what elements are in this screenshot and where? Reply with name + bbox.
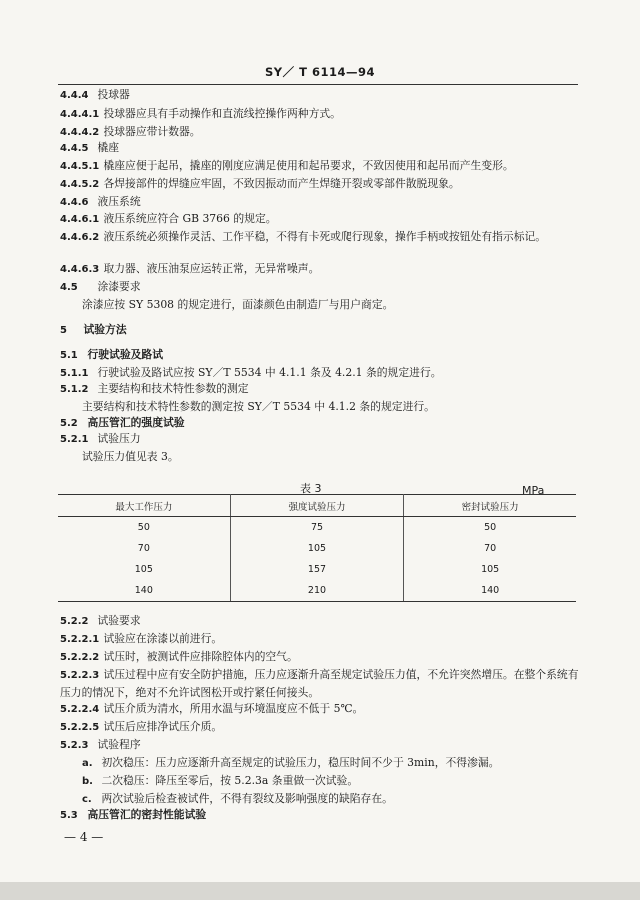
- table-cell: 70: [137, 543, 150, 554]
- clause-text: 投球器: [97, 88, 130, 101]
- table-unit: MPa: [522, 484, 545, 497]
- clause-number: 4.4.6: [60, 197, 89, 208]
- clause-text: 试验要求: [97, 614, 141, 627]
- clause-5-3: [60, 808, 582, 823]
- clause-5-2-2-4: [60, 702, 582, 717]
- step-text: 初次稳压：压力应逐渐升高至规定的试验压力，稳压时间不少于 3min，不得渗漏。: [101, 756, 500, 769]
- clause-text: 试压后应排净试压介质。: [103, 720, 223, 733]
- clause-number: 4.4.4.1: [60, 109, 100, 120]
- table-row: [58, 580, 576, 602]
- clause-text: 试验应在涂漆以前进行。: [103, 632, 223, 645]
- clause-4-4-6-3: [60, 262, 582, 277]
- table-cell: 105: [404, 559, 576, 580]
- clause-text: 主要结构和技术特性参数的测定: [97, 382, 249, 395]
- clause-4-5-body: [82, 298, 604, 312]
- paragraph-text: 试验压力值见表 3。: [82, 450, 179, 463]
- pressure-table: [58, 494, 576, 602]
- clause-text: 试压介质为清水，所用水温与环境温度应不低于 5℃。: [103, 702, 364, 715]
- table-cell: 140: [58, 580, 230, 602]
- clause-5-2-2-2: [60, 650, 582, 665]
- clause-number: 4.4.5: [60, 143, 89, 154]
- clause-number: 5.1: [60, 350, 78, 361]
- clause-text: 行驶试验及路试应按 SY／T 5534 中 4.1.1 条及 4.2.1 条的规定进行。: [97, 366, 442, 379]
- clause-4-4-5-1: [60, 159, 582, 174]
- table-cell: 105: [134, 564, 153, 575]
- clause-text: 液压系统必须操作灵活、工作平稳，不得有卡死或爬行现象，操作手柄或按钮处有指示标记。: [103, 230, 547, 243]
- clause-text: 橇座: [97, 141, 120, 154]
- clause-text: 取力器、液压油泵应运转正常，无异常噪声。: [103, 262, 320, 275]
- clause-5-2-2-5: [60, 720, 582, 735]
- clause-4-4-5: [60, 141, 582, 156]
- clause-number: 5.2.1: [60, 434, 89, 445]
- clause-text: 各焊接部件的焊缝应牢固，不致因振动而产生焊缝开裂或零部件散脱现象。: [103, 177, 460, 190]
- clause-number: 4.4.6.2: [60, 232, 100, 243]
- clause-number: 5.2.2: [60, 616, 89, 627]
- table-cell: 50: [404, 517, 576, 539]
- clause-number: 4.4.4.2: [60, 127, 100, 138]
- clause-5-2-2-3: [60, 666, 582, 701]
- page-number: — 4 —: [64, 830, 104, 844]
- clause-number: 5.1.2: [60, 384, 89, 395]
- table-cell: 75: [230, 517, 404, 539]
- table-row: [58, 559, 576, 580]
- clause-4-5: [60, 280, 582, 295]
- clause-text: 试验程序: [97, 738, 141, 751]
- step-text: 两次试验后检查被试件，不得有裂纹及影响强度的缺陷存在。: [101, 792, 393, 805]
- clause-4-4-4-1: [60, 107, 582, 122]
- clause-5-2-1-body: [82, 450, 604, 464]
- clause-text: 投球器应具有手动操作和直流线控操作两种方式。: [103, 107, 341, 120]
- paragraph-text: 主要结构和技术特性参数的测定按 SY／T 5534 中 4.1.2 条的规定进行。: [82, 400, 435, 413]
- clause-number: 5.3: [60, 810, 78, 821]
- section-5: [60, 323, 582, 338]
- clause-4-4-6-1: [60, 212, 582, 227]
- clause-title: 高压管汇的密封性能试验: [87, 808, 207, 821]
- clause-title: 高压管汇的强度试验: [87, 416, 185, 429]
- clause-number: 5.2: [60, 418, 78, 429]
- clause-5-2-1: [60, 432, 582, 447]
- scan-edge: [0, 882, 640, 900]
- table-caption: 表 3: [300, 482, 322, 495]
- table-row: [58, 517, 576, 539]
- clause-number: 5.2.2.2: [60, 652, 100, 663]
- clause-5-2-3: [60, 738, 582, 753]
- step-b: [82, 774, 604, 789]
- table-cell: 50: [137, 522, 150, 533]
- clause-number: 5.1.1: [60, 368, 89, 379]
- table-header-row: [58, 495, 576, 517]
- clause-5-1: [60, 348, 582, 363]
- table-cell: 105: [230, 538, 404, 559]
- clause-5-2: [60, 416, 582, 431]
- step-label: a.: [82, 758, 93, 769]
- clause-number: 5.2.2.3: [60, 670, 100, 681]
- clause-text: 试压过程中应有安全防护措施，压力应逐渐升高至规定试验压力值，不允许突然增压。在整个系统有压力的情况下，绝对不允许试图松开或拧紧任何接头。: [60, 668, 579, 699]
- paragraph-text: 涂漆应按 SY 5308 的规定进行，面漆颜色由制造厂与用户商定。: [82, 298, 394, 311]
- table-cell: 70: [404, 538, 576, 559]
- clause-number: 4.4.5.1: [60, 161, 100, 172]
- clause-4-4-4-2: [60, 125, 582, 140]
- clause-5-1-1: [60, 366, 582, 381]
- step-text: 二次稳压：降压至零后，按 5.2.3a 条重做一次试验。: [101, 774, 359, 787]
- clause-5-1-2-body: [82, 400, 604, 414]
- clause-text: 橇座应便于起吊，撬座的刚度应满足使用和起吊要求，不致因使用和起吊而产生变形。: [103, 159, 514, 172]
- clause-5-2-2-1: [60, 632, 582, 647]
- header-rule: [58, 84, 578, 85]
- clause-number: 4.4.6.1: [60, 214, 100, 225]
- column-header: 密封试验压力: [404, 495, 576, 517]
- clause-number: 5.2.2.5: [60, 722, 100, 733]
- table-cell: 157: [230, 559, 404, 580]
- table-cell: 210: [230, 580, 404, 602]
- step-label: b.: [82, 776, 93, 787]
- table-row: [58, 538, 576, 559]
- clause-number: 4.4.4: [60, 90, 89, 101]
- clause-text: 试压时，被测试件应排除腔体内的空气。: [103, 650, 298, 663]
- table-cell: 140: [404, 580, 576, 602]
- clause-text: 涂漆要求: [97, 280, 141, 293]
- step-c: [82, 792, 604, 807]
- clause-4-4-6-2: [60, 228, 582, 246]
- clause-title: 行驶试验及路试: [87, 348, 164, 361]
- clause-text: 液压系统应符合 GB 3766 的规定。: [103, 212, 277, 225]
- clause-number: 5.2.2.4: [60, 704, 100, 715]
- step-a: [82, 756, 604, 771]
- clause-number: 4.4.5.2: [60, 179, 100, 190]
- clause-text: 试验压力: [97, 432, 141, 445]
- clause-number: 4.5: [60, 282, 78, 293]
- clause-5-1-2: [60, 382, 582, 397]
- clause-4-4-4: [60, 88, 582, 103]
- column-header: 最大工作压力: [58, 495, 230, 517]
- step-label: c.: [82, 794, 92, 805]
- clause-number: 4.4.6.3: [60, 264, 100, 275]
- section-number: 5: [60, 325, 67, 336]
- column-header: 强度试验压力: [230, 495, 404, 517]
- clause-5-2-2: [60, 614, 582, 629]
- clause-text: 液压系统: [97, 195, 141, 208]
- standard-code-header: SY／ T 6114—94: [265, 65, 375, 79]
- clause-number: 5.2.2.1: [60, 634, 100, 645]
- section-title: 试验方法: [83, 323, 127, 336]
- clause-4-4-5-2: [60, 177, 582, 192]
- clause-4-4-6: [60, 195, 582, 210]
- clause-text: 投球器应带计数器。: [103, 125, 201, 138]
- clause-number: 5.2.3: [60, 740, 89, 751]
